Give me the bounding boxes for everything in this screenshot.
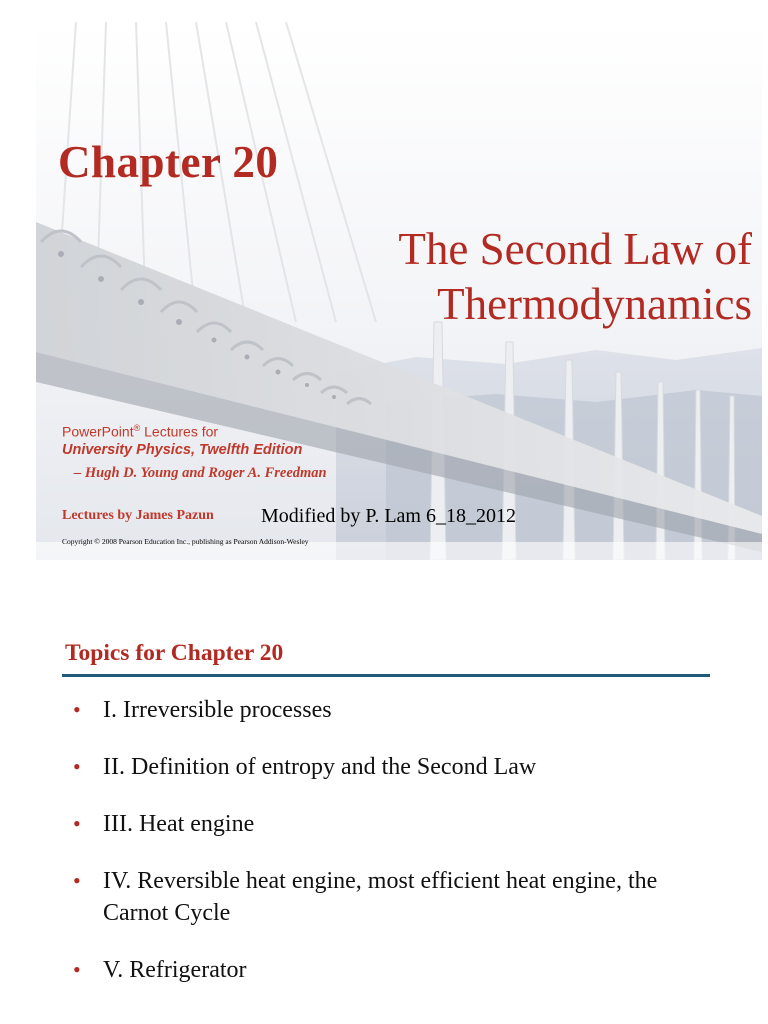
topics-slide bbox=[36, 620, 762, 1020]
title-slide bbox=[36, 22, 762, 560]
topic-item: • III. Heat engine bbox=[70, 808, 710, 840]
lecturer-credit: Lectures by James Pazun bbox=[62, 508, 214, 523]
copyright-notice: Copyright © 2008 Pearson Education Inc., publishing as Pearson Addison-Wesley bbox=[62, 537, 309, 546]
topic-item: • IV. Reversible heat engine, most efficient heat engine, the Carnot Cycle bbox=[70, 865, 710, 929]
powerpoint-credit bbox=[62, 423, 218, 440]
book-title: University Physics, Twelfth Edition bbox=[62, 442, 303, 458]
topic-item: • I. Irreversible processes bbox=[70, 694, 710, 726]
registered-mark: ® bbox=[133, 423, 141, 433]
book-authors: – Hugh D. Young and Roger A. Freedman bbox=[74, 465, 327, 481]
slide-title bbox=[398, 222, 752, 332]
topic-item: • II. Definition of entropy and the Second Law bbox=[70, 751, 710, 783]
modified-by-note: Modified by P. Lam 6_18_2012 bbox=[261, 505, 516, 527]
slide-title-line-2: Thermodynamics bbox=[437, 279, 752, 329]
slide-title-line-1: The Second Law of bbox=[398, 224, 752, 274]
topic-item: • V. Refrigerator bbox=[70, 954, 710, 986]
chapter-title: Chapter 20 bbox=[58, 137, 279, 187]
powerpoint-credit-prefix: PowerPoint bbox=[62, 423, 134, 440]
topics-heading: Topics for Chapter 20 bbox=[65, 640, 284, 666]
topics-list bbox=[70, 694, 710, 1011]
powerpoint-credit-suffix: Lectures for bbox=[140, 423, 219, 440]
heading-divider bbox=[62, 674, 710, 677]
